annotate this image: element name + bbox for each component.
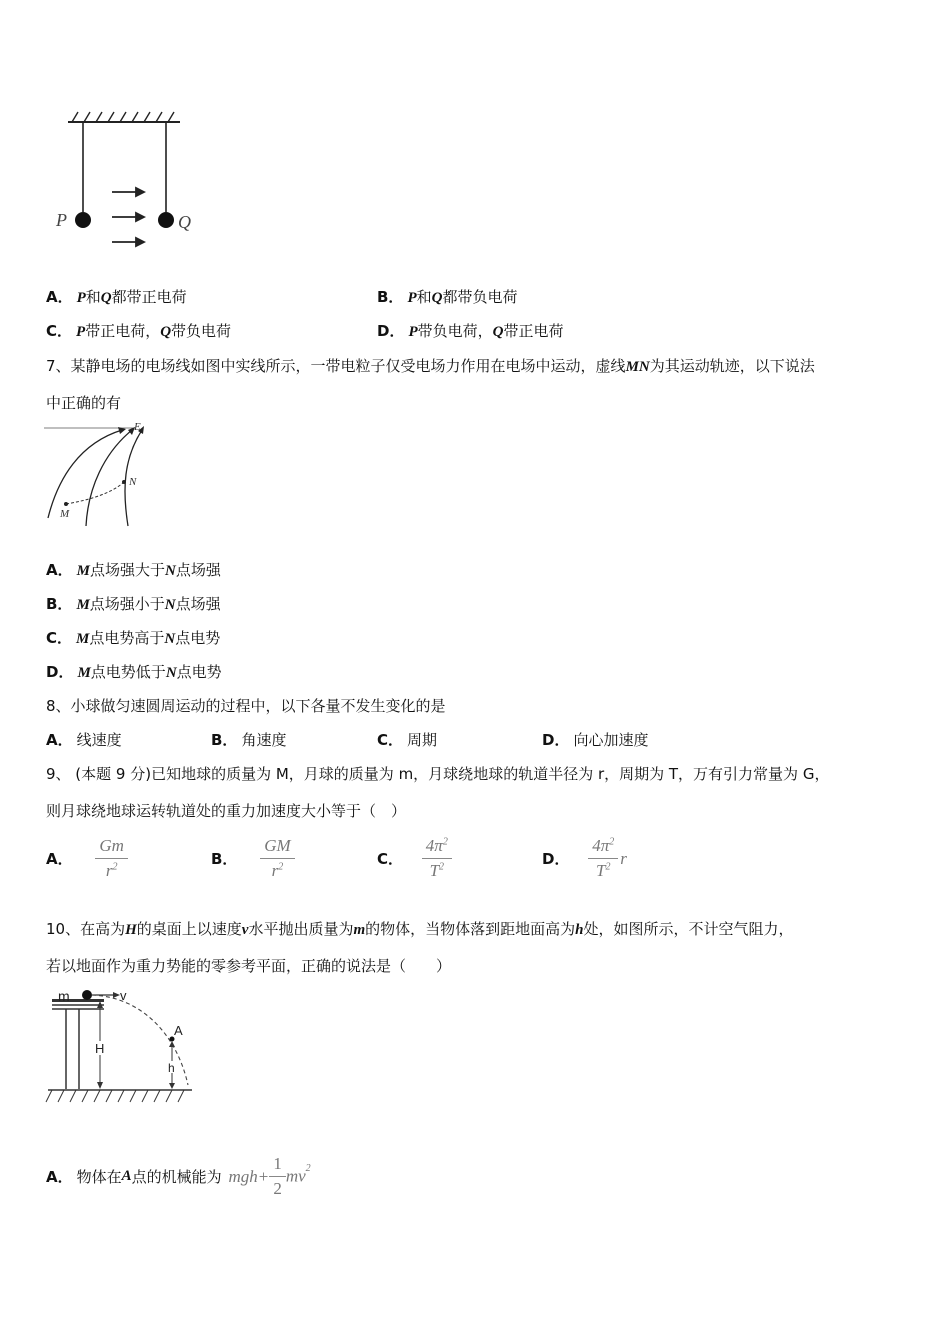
label-q: Q (178, 212, 191, 232)
svg-text:h: h (168, 1061, 175, 1075)
q10-option-a[interactable]: A． 物体在A点的机械能为 mgh+ $\frac{1}{2}$ $mv^2$ (46, 1154, 311, 1198)
svg-text:v: v (120, 988, 127, 1003)
q8-option-b[interactable]: B． 角速度 (211, 731, 287, 749)
label-p: P (56, 210, 67, 230)
fraction: $\frac{GM}{r^2}$ (260, 836, 294, 881)
q7-option-a[interactable]: A． M点场强大于N点场强 (46, 561, 221, 579)
svg-text:E: E (134, 421, 141, 433)
svg-text:m: m (58, 988, 70, 1004)
q9-option-a[interactable]: A． $\frac{Gm}{r^2}$ (46, 836, 128, 881)
q6-option-a[interactable]: A． P和Q都带正电荷 (46, 288, 187, 306)
q7-stem-line2: 中正确的有 (46, 394, 122, 412)
q10-stem-line2: 若以地面作为重力势能的零参考平面，正确的说法是（ ） (46, 957, 452, 975)
q8-option-c[interactable]: C． 周期 (377, 731, 438, 749)
charged-pendulums-diagram (50, 108, 200, 248)
fraction: $\frac{Gm}{r^2}$ (95, 836, 128, 881)
q7-option-d[interactable]: D． M点电势低于N点电势 (46, 663, 222, 681)
svg-text:M: M (60, 508, 70, 520)
q9-stem-line1: 9、 (本题 9 分)已知地球的质量为 M，月球的质量为 m，月球绕地球的轨道半径为 r，周期为 T，万有引力常量为 G， (46, 765, 830, 783)
q7-option-c[interactable]: C． M点电势高于N点电势 (46, 629, 221, 647)
q10-stem: 10、在高为H的桌面上以速度v水平抛出质量为m的物体，当物体落到距地面高为h处，如图所示，不计空气阻力， (46, 920, 794, 938)
q9-option-d[interactable]: D． $\frac{4\pi^2}{T^2}$ r (542, 836, 627, 880)
fraction: $\frac{4\pi^2}{T^2}$ (422, 836, 452, 881)
electric-field-lines-diagram (40, 418, 155, 530)
q9-option-b[interactable]: B． $\frac{GM}{r^2}$ (211, 836, 295, 881)
projectile-from-table-diagram (42, 985, 202, 1110)
fraction-half: $\frac{1}{2}$ (269, 1154, 286, 1199)
q8-option-d[interactable]: D． 向心加速度 (542, 731, 649, 749)
q6-option-d[interactable]: D． P带负电荷，Q带正电荷 (377, 322, 564, 340)
q6-option-b[interactable]: B． P和Q都带负电荷 (377, 288, 518, 306)
q8-stem: 8、小球做匀速圆周运动的过程中，以下各量不发生变化的是 (46, 697, 446, 715)
svg-text:H: H (95, 1041, 105, 1056)
q7-option-b[interactable]: B． M点场强小于N点场强 (46, 595, 221, 613)
svg-text:A: A (174, 1023, 183, 1038)
q7-stem: 7、某静电场的电场线如图中实线所示，一带电粒子仅受电场力作用在电场中运动，虚线MN为其运动轨迹，以下说法 (46, 357, 815, 375)
q9-option-c[interactable]: C． $\frac{4\pi^2}{T^2}$ (377, 836, 452, 881)
fraction: $\frac{4\pi^2}{T^2}$ (588, 836, 618, 881)
q8-option-a[interactable]: A． 线速度 (46, 731, 122, 749)
q6-option-c[interactable]: C． P带正电荷，Q带负电荷 (46, 322, 232, 340)
svg-text:N: N (129, 476, 137, 488)
q9-stem-line2: 则月球绕地球运转轨道处的重力加速度大小等于（ ） (46, 802, 407, 820)
formula-mgh: mgh (228, 1166, 258, 1186)
option-letter: A． (46, 288, 73, 306)
